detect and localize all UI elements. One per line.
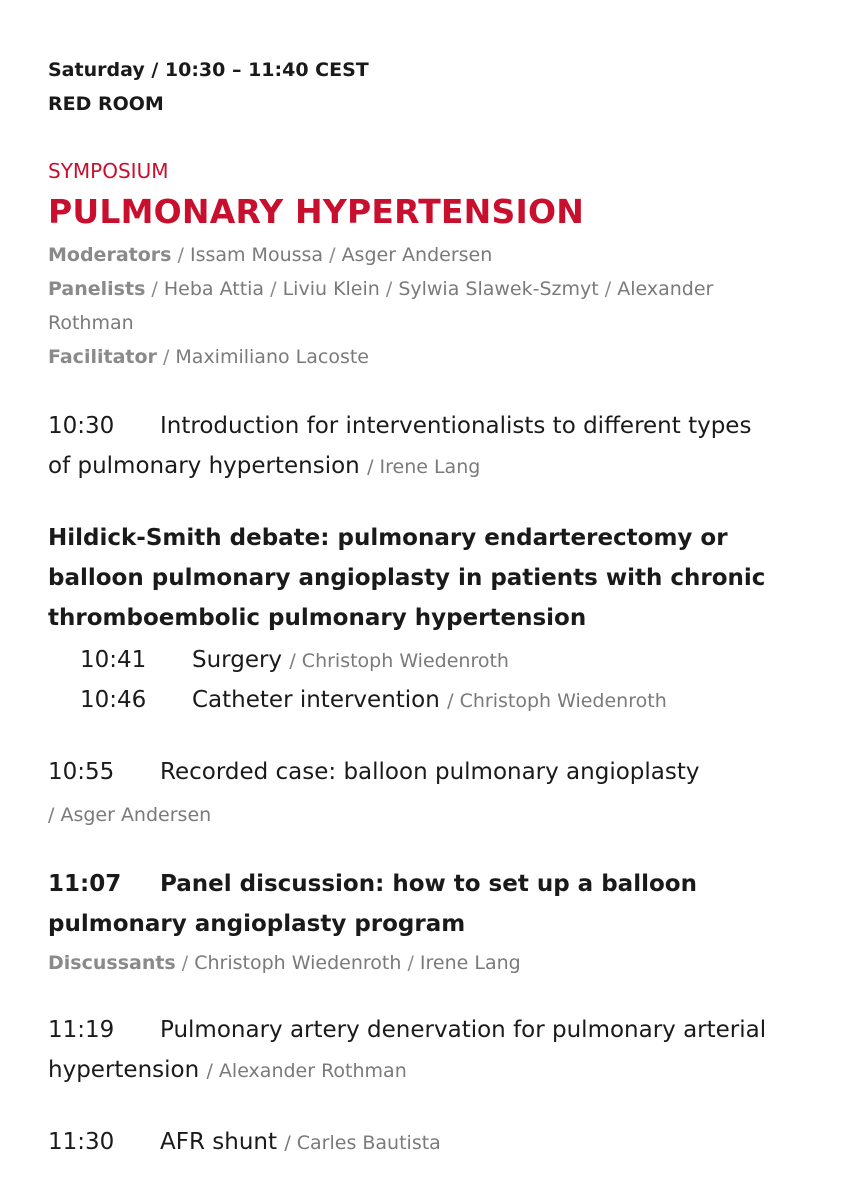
agenda-item-title-line: pulmonary angioplasty program <box>48 911 466 937</box>
facilitator-line <box>48 340 369 374</box>
agenda-item-speaker-line <box>48 801 211 827</box>
panelists-label: Panelists <box>48 278 146 300</box>
debate-sub-item <box>80 687 667 713</box>
separator: / <box>181 952 189 974</box>
separator: / <box>385 278 393 300</box>
debate-title-line: balloon pulmonary angioplasty in patients with chronic <box>48 565 766 591</box>
agenda-item-title: Recorded case: balloon pulmonary angioplasty <box>160 759 700 785</box>
agenda-item-time: 10:46 <box>80 687 147 713</box>
agenda-item-title: Catheter intervention <box>192 687 440 713</box>
discussants-line <box>48 946 521 980</box>
agenda-item-title: Panel discussion: how to set up a balloon <box>160 871 697 897</box>
panelists-line-continued <box>48 306 134 340</box>
agenda-item-title: Pulmonary artery denervation for pulmonary arterial <box>160 1017 767 1043</box>
agenda-item-time: 11:30 <box>48 1129 115 1155</box>
session-type-label: SYMPOSIUM <box>48 159 169 183</box>
agenda-item-title-line <box>48 759 700 785</box>
session-title: PULMONARY HYPERTENSION <box>48 192 585 231</box>
facilitator-name: Maximiliano Lacoste <box>175 346 369 368</box>
separator: / <box>162 346 170 368</box>
moderators-line <box>48 238 492 272</box>
agenda-item-time: 10:55 <box>48 759 115 785</box>
separator: / <box>177 244 184 266</box>
discussants-label: Discussants <box>48 952 176 974</box>
panelist-name: Sylwia Slawek-Szmyt <box>398 278 599 300</box>
panelist-name: Liviu Klein <box>282 278 380 300</box>
moderator-name: Asger Andersen <box>341 244 493 266</box>
agenda-item-speaker: / Alexander Rothman <box>206 1060 407 1082</box>
agenda-item-title: AFR shunt <box>160 1129 277 1155</box>
separator: / <box>604 278 612 300</box>
agenda-item-speaker: / Asger Andersen <box>48 804 212 826</box>
agenda-item-title-line <box>48 1129 441 1155</box>
separator: / <box>270 278 277 300</box>
discussant-name: Christoph Wiedenroth <box>194 952 402 974</box>
facilitator-label: Facilitator <box>48 346 157 368</box>
agenda-item-title: of pulmonary hypertension <box>48 453 360 479</box>
debate-title-line: Hildick-Smith debate: pulmonary endarterectomy or <box>48 525 728 551</box>
separator: / <box>329 244 336 266</box>
separator: / <box>407 952 414 974</box>
agenda-item-time: 10:30 <box>48 413 115 439</box>
agenda-item-speaker: / Christoph Wiedenroth <box>289 650 509 672</box>
agenda-item-title: hypertension <box>48 1057 200 1083</box>
agenda-item-title: Surgery <box>192 647 283 673</box>
agenda-item-speaker: / Christoph Wiedenroth <box>447 690 667 712</box>
agenda-item-title-line <box>48 1017 766 1043</box>
panelist-name: Rothman <box>48 312 134 334</box>
agenda-item-title-line <box>48 1057 407 1083</box>
agenda-item-title-line <box>48 871 697 897</box>
panelists-line <box>48 272 713 306</box>
moderators-label: Moderators <box>48 244 172 266</box>
session-schedule: Saturday / 10:30 – 11:40 CEST <box>48 59 369 81</box>
panelist-name: Heba Attia <box>163 278 265 300</box>
agenda-item-title-line <box>48 413 751 439</box>
agenda-item-title: Introduction for interventionalists to different types <box>160 413 752 439</box>
debate-title-line: thromboembolic pulmonary hypertension <box>48 605 587 631</box>
agenda-item-time: 10:41 <box>80 647 147 673</box>
moderator-name: Issam Moussa <box>189 244 324 266</box>
agenda-item-speaker: / Carles Bautista <box>284 1132 441 1154</box>
debate-sub-item <box>80 647 509 673</box>
agenda-item-title-line <box>48 453 480 479</box>
agenda-item-time: 11:07 <box>48 871 122 897</box>
separator: / <box>151 278 158 300</box>
discussant-name: Irene Lang <box>419 952 521 974</box>
agenda-item-speaker: / Irene Lang <box>367 456 481 478</box>
agenda-item-time: 11:19 <box>48 1017 115 1043</box>
panelist-name: Alexander <box>617 278 714 300</box>
session-room: RED ROOM <box>48 93 164 115</box>
